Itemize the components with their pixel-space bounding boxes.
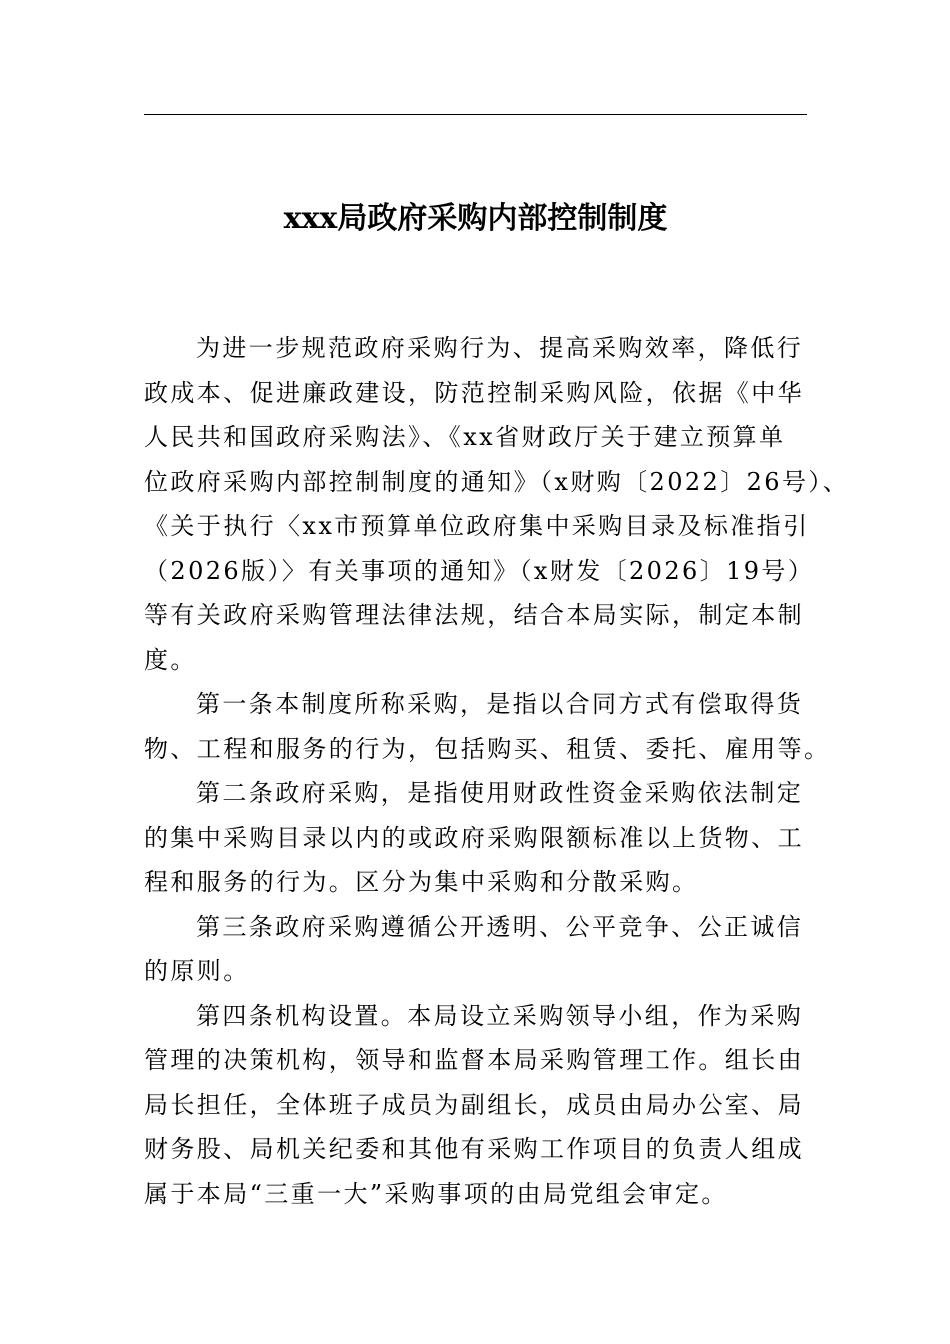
article-2 bbox=[144, 771, 807, 905]
text-line: 政成本、促进廉政建设，防范控制采购风险，依据《中华 bbox=[144, 378, 804, 407]
text-line: 第二条政府采购，是指使用财政性资金采购依法制定 bbox=[196, 779, 804, 807]
text-line: 属于本局“三重一大”采购事项的由局党组会审定。 bbox=[144, 1179, 728, 1208]
text-line: 位政府采购内部控制制度的通知》（x财购〔2022〕26号）、 bbox=[144, 467, 850, 496]
text-line: 《关于执行〈xx市预算单位政府集中采购目录及标准指引 bbox=[144, 512, 810, 540]
text-line: 管理的决策机构，领导和监督本局采购管理工作。组长由 bbox=[144, 1046, 804, 1074]
header-rule bbox=[144, 114, 807, 115]
text-line: 第三条政府采购遵循公开透明、公平竞争、公正诚信 bbox=[196, 912, 804, 941]
article-1 bbox=[144, 682, 831, 771]
text-line: 第一条本制度所称采购，是指以合同方式有偿取得货 bbox=[196, 690, 804, 718]
text-line: 第四条机构设置。本局设立采购领导小组，作为采购 bbox=[196, 1001, 804, 1030]
text-line: 度。 bbox=[144, 645, 197, 674]
text-line: 人民共和国政府采购法》、《xx省财政厅关于建立预算单 bbox=[144, 423, 786, 451]
text-line: 的原则。 bbox=[144, 957, 250, 985]
text-line: 物、工程和服务的行为，包括购买、租赁、委托、雇用等。 bbox=[144, 734, 831, 763]
text-line: 局长担任，全体班子成员为副组长，成员由局办公室、局 bbox=[144, 1090, 804, 1119]
paragraph-preamble bbox=[144, 326, 850, 682]
text-line: （2026版）〉有关事项的通知》（x财发〔2026〕19号） bbox=[144, 556, 815, 585]
text-line: 等有关政府采购管理法律法规，结合本局实际，制定本制 bbox=[144, 601, 804, 629]
document-body bbox=[144, 326, 850, 1216]
article-3 bbox=[144, 905, 807, 994]
text-line: 财务股、局机关纪委和其他有采购工作项目的负责人组成 bbox=[144, 1135, 804, 1163]
article-4 bbox=[144, 994, 807, 1217]
text-line: 程和服务的行为。区分为集中采购和分散采购。 bbox=[144, 868, 699, 896]
text-line: 为进一步规范政府采购行为、提高采购效率，降低行 bbox=[196, 334, 804, 362]
document-title: xxx局政府采购内部控制制度 bbox=[283, 201, 668, 236]
text-line: 的集中采购目录以内的或政府采购限额标准以上货物、工 bbox=[144, 823, 804, 852]
